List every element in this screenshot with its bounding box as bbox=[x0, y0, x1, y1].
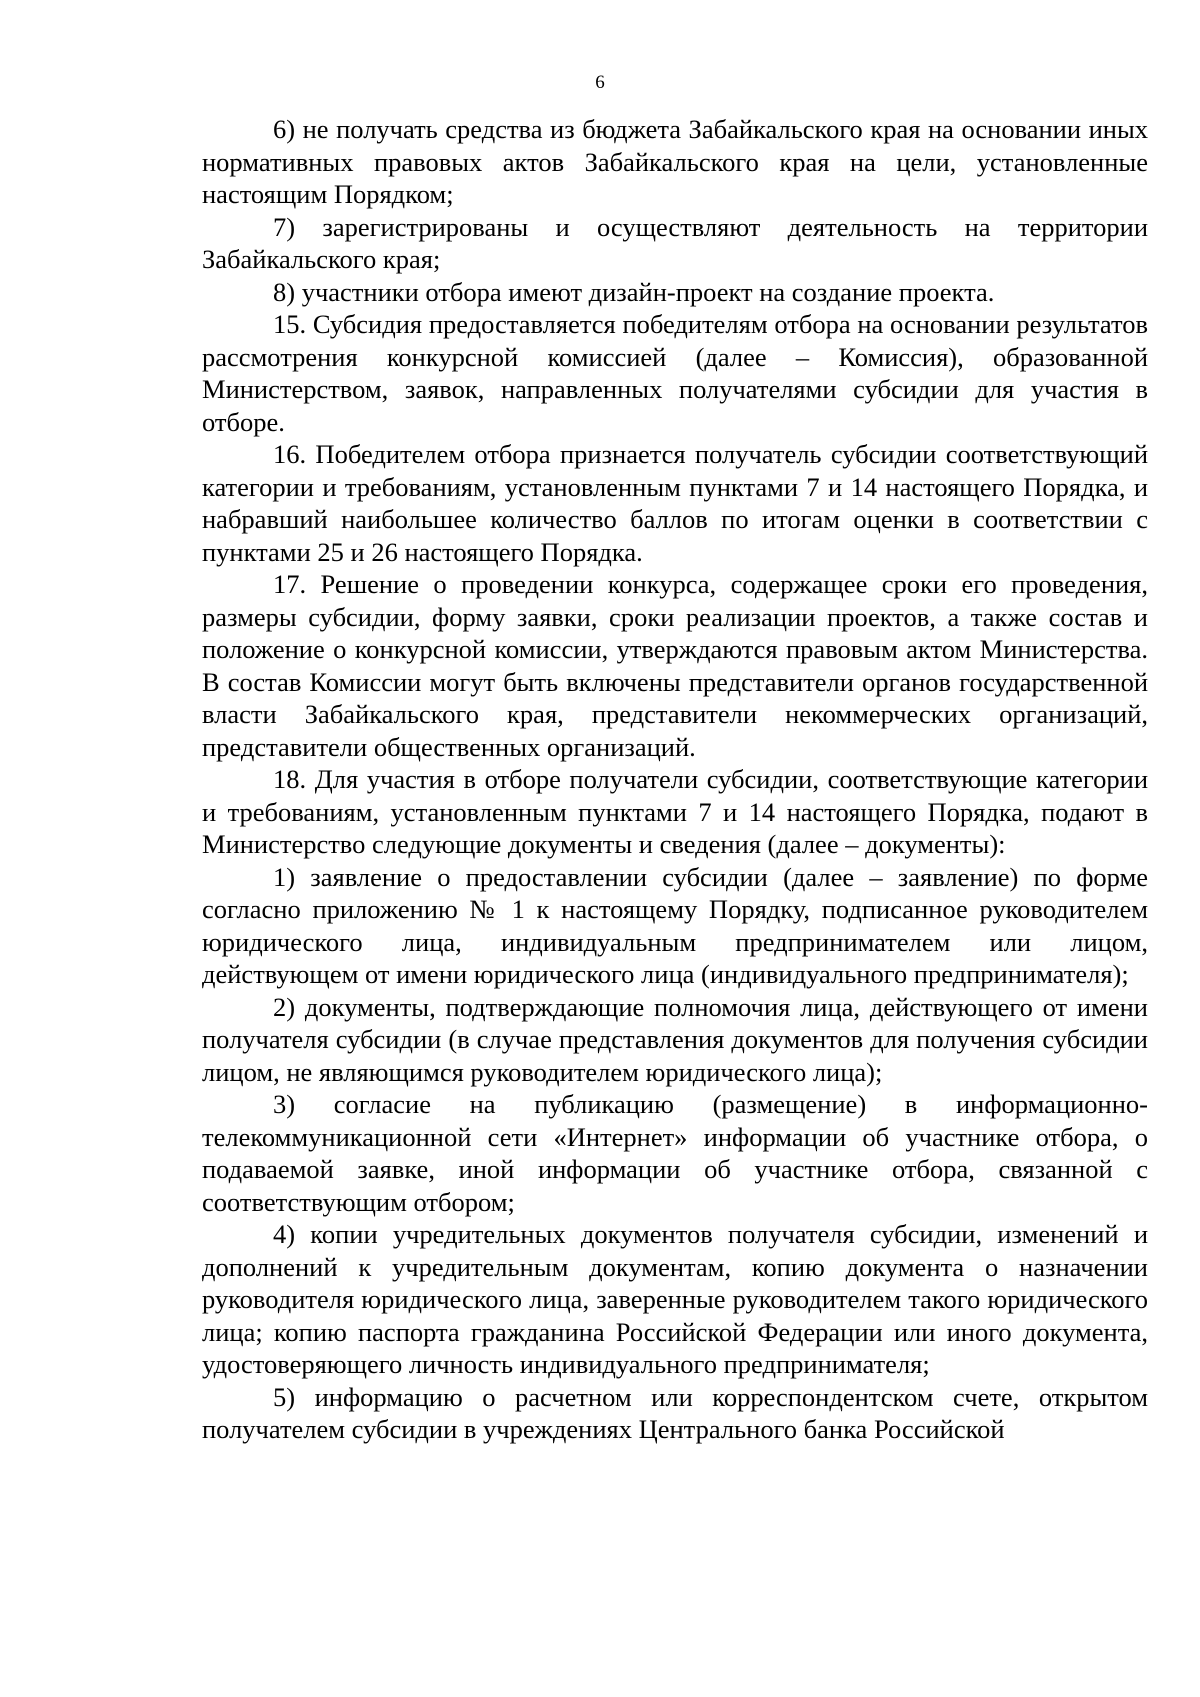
page-number: 6 bbox=[595, 72, 605, 93]
paragraph-item-7: 7) зарегистрированы и осуществляют деятельность на территории Забайкальского края; bbox=[202, 211, 1148, 274]
paragraph-clause-17: 17. Решение о проведении конкурса, содержащее сроки его проведения, размеры субсидии, форму заявки, сроки реализации проектов, а также состав и положение о конкурсной комиссии, утверждаются правовым актом Министерства. В состав Комиссии могут быть включены представители органов государственной власти Забайкальского края, представители некоммерческих организаций, представители общественных организаций. bbox=[202, 569, 1148, 762]
paragraph-item-5: 5) информацию о расчетном или корреспондентском счете, открытом получателем субсидии в учреждениях Центрального банка Российской bbox=[202, 1381, 1148, 1444]
paragraph-clause-15: 15. Субсидия предоставляется победителям отбора на основании результатов рассмотрения конкурсной комиссией (далее – Комиссия), образованной Министерством, заявок, направленных получателями субсидии для участия в отборе. bbox=[202, 309, 1148, 437]
paragraph-item-2: 2) документы, подтверждающие полномочия лица, действующего от имени получателя субсидии (в случае представления документов для получения субсидии лицом, не являющимся руководителем юридического лица); bbox=[202, 991, 1148, 1087]
paragraph-clause-18: 18. Для участия в отборе получатели субсидии, соответствующие категории и требованиям, установленным пунктами 7 и 14 настоящего Порядка, подают в Министерство следующие документы и сведения (далее – документы): bbox=[202, 764, 1148, 859]
paragraph-item-6: 6) не получать средства из бюджета Забайкальского края на основании иных нормативных правовых актов Забайкальского края на цели, установленные настоящим Порядком; bbox=[202, 114, 1148, 209]
paragraph-clause-16: 16. Победителем отбора признается получатель субсидии соответствующий категории и требованиям, установленным пунктами 7 и 14 настоящего Порядка, и набравший наибольшее количество баллов по итогам оценки в соответствии с пунктами 25 и 26 настоящего Порядка. bbox=[202, 439, 1148, 567]
paragraph-item-4: 4) копии учредительных документов получателя субсидии, изменений и дополнений к учредительным документам, копию документа о назначении руководителя юридического лица, заверенные руководителем такого юридического лица; копию паспорта гражданина Российской Федерации или иного документа, удостоверяющего личность индивидуального предпринимателя; bbox=[202, 1219, 1148, 1379]
paragraph-item-1: 1) заявление о предоставлении субсидии (далее – заявление) по форме согласно приложению № 1 к настоящему Порядку, подписанное руководителем юридического лица, индивидуальным предпринимателем или лицом, действующем от имени юридического лица (индивидуального предпринимателя); bbox=[202, 861, 1148, 989]
document-body bbox=[202, 113, 1148, 1446]
paragraph-item-3: 3) согласие на публикацию (размещение) в информационно-телекоммуникационной сети «Интернет» информации об участнике отбора, о подаваемой заявке, иной информации об участнике отбора, связанной с соответствующим отбором; bbox=[202, 1089, 1148, 1217]
paragraph-item-8: 8) участники отбора имеют дизайн-проект на создание проекта. bbox=[273, 276, 995, 307]
